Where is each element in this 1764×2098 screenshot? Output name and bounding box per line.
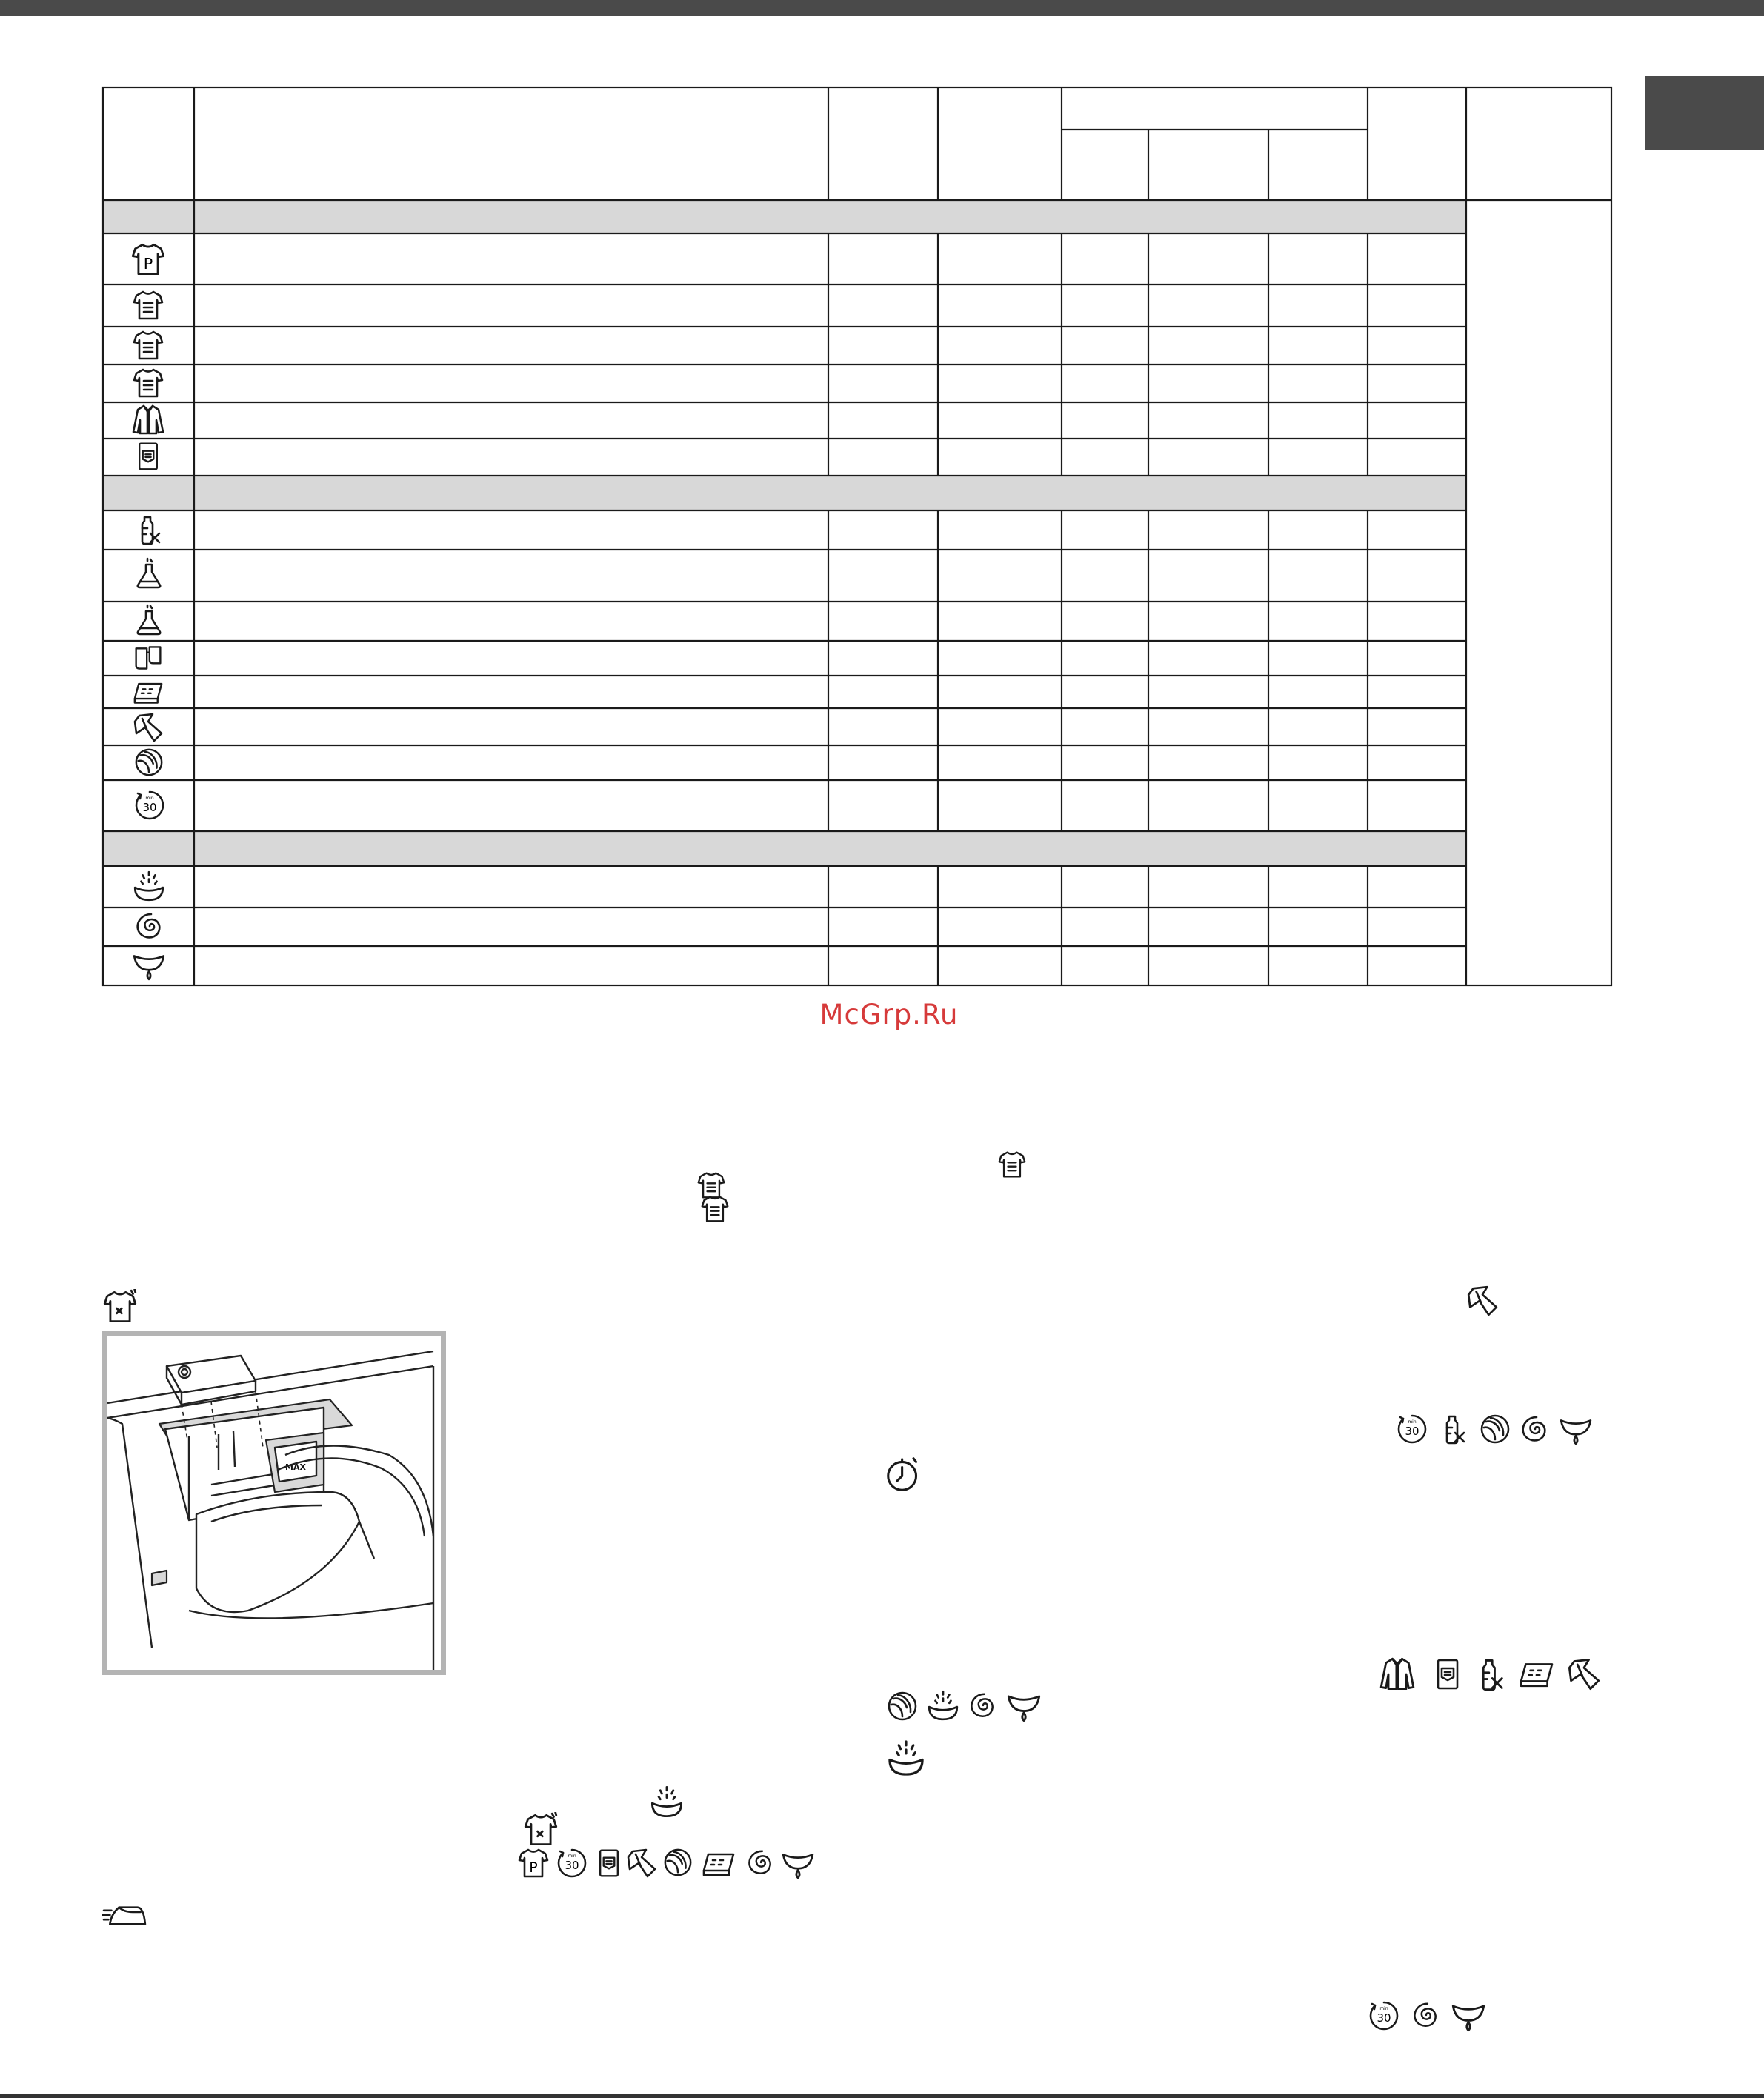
row-icon-anti-allergy-1 — [138, 559, 160, 587]
duvet-icon — [1521, 1664, 1552, 1685]
drain-icon — [1561, 1420, 1591, 1443]
permanent-press-shirt-icon — [519, 1850, 547, 1876]
inline-icon-rinse-a — [886, 1738, 926, 1778]
bottom-rule — [0, 2094, 1764, 2098]
inline-group-wool-rinse-spin-drain — [885, 1688, 1048, 1725]
inline-icon-delay-timer — [885, 1455, 923, 1493]
detergent-dispenser-illustration — [102, 1331, 446, 1675]
drain-icon — [1453, 2006, 1483, 2031]
row-icon-towels — [136, 647, 161, 668]
row-icon-permanent-press — [133, 244, 163, 273]
shirts-icon — [1381, 1659, 1414, 1688]
inline-icon-easy-iron — [102, 1901, 148, 1929]
programme-table — [0, 0, 1764, 993]
row-icon-cotton-3 — [134, 370, 162, 396]
inline-group-shirts-jeans-baby-duvet-delicates — [1378, 1654, 1608, 1694]
row-icon-spin — [138, 914, 160, 937]
delicates-icon — [1569, 1659, 1598, 1688]
row-icon-shirts — [133, 406, 163, 433]
spin-icon — [971, 1694, 992, 1716]
jeans-icon — [1438, 1660, 1457, 1688]
row-icon-baby — [142, 517, 159, 544]
drain-icon — [1008, 1696, 1039, 1721]
inline-icon-prewash-a — [102, 1289, 138, 1325]
spin-icon — [1414, 2004, 1435, 2026]
wool-icon — [665, 1850, 690, 1875]
mix-30-icon — [1371, 2002, 1397, 2029]
wool-icon — [1482, 1416, 1508, 1442]
baby-bottle-icon — [1447, 1416, 1464, 1443]
inline-group-mix-spin-drain — [1366, 1997, 1492, 2034]
row-icon-cotton-1 — [134, 292, 162, 319]
inline-icon-cotton-c — [700, 1194, 730, 1224]
max-label: MAX — [285, 1462, 306, 1472]
spin-icon — [1523, 1417, 1545, 1440]
spin-icon — [749, 1851, 770, 1874]
watermark: McGrp.Ru — [819, 999, 959, 1030]
inline-icon-prewash-b — [523, 1812, 559, 1848]
row-icon-cotton-2 — [134, 332, 162, 359]
baby-bottle-icon — [1483, 1660, 1502, 1689]
row-icon-rinse — [135, 872, 163, 900]
jeans-icon — [600, 1851, 618, 1876]
row-icon-drain — [134, 956, 164, 979]
row-icon-mix-30 — [136, 792, 163, 819]
row-icon-jeans — [139, 444, 157, 470]
mix-30-icon — [1399, 1416, 1425, 1442]
row-icon-duvet — [135, 684, 162, 702]
inline-icon-cotton-a — [997, 1150, 1027, 1179]
duvet-icon — [704, 1854, 733, 1875]
row-icon-delicates — [135, 714, 162, 741]
drain-icon — [783, 1854, 813, 1877]
mix-30-icon — [559, 1850, 585, 1876]
wool-icon — [889, 1693, 916, 1719]
delicates-icon — [628, 1850, 655, 1876]
row-icon-anti-allergy-2 — [138, 605, 160, 634]
inline-group-mix-baby-wool-spin-drain — [1393, 1411, 1600, 1448]
inline-group-eight-icons — [516, 1845, 819, 1882]
inline-icon-delicates-a — [1465, 1284, 1500, 1318]
rinse-icon — [929, 1691, 957, 1719]
inline-icon-rinse-b — [649, 1784, 685, 1819]
row-icon-wool — [136, 750, 162, 775]
